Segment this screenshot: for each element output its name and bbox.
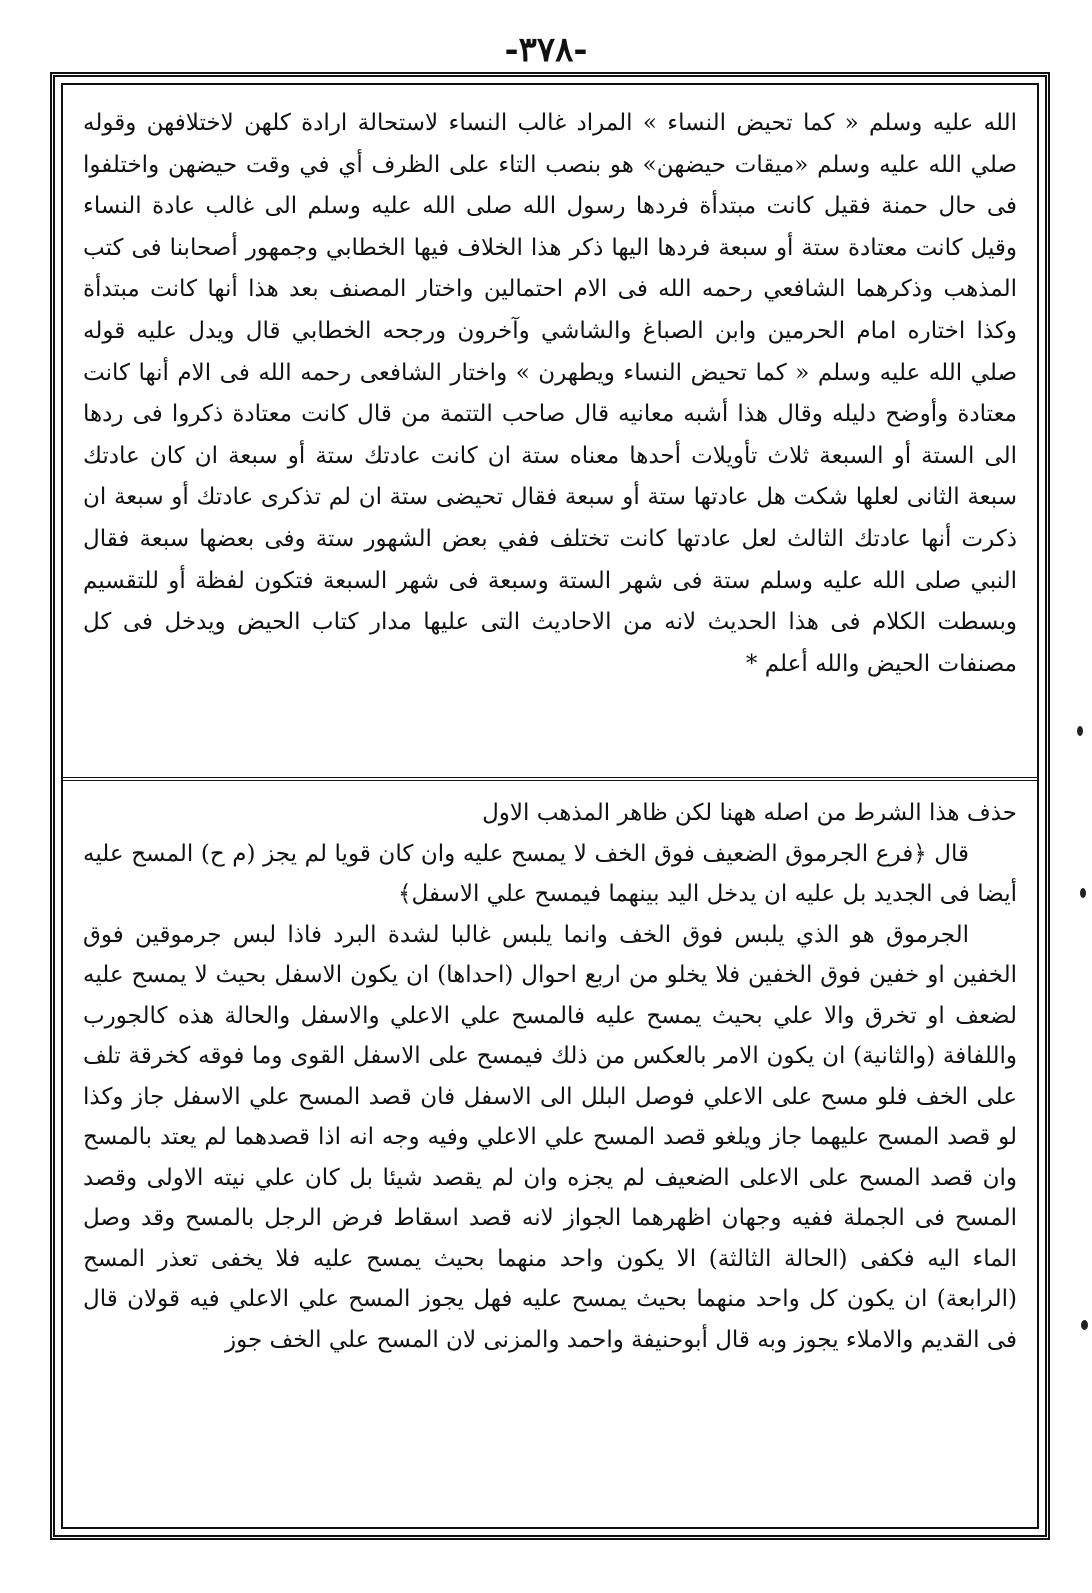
page-number: -٣٧٨- xyxy=(504,30,588,70)
margin-mark xyxy=(1080,888,1086,898)
main-text-section xyxy=(83,793,1017,1360)
commentary-paragraph: الله عليه وسلم « كما تحيض النساء » المراد غالب النساء لاستحالة ارادة كلهن لاختلافهن وقوله صلي الله عليه وسلم «ميقات حيضهن» هو بنصب التاء على الظرف أي في وقت حيضهن واختلفوا فى حال حمنة فقيل كانت مبتدأة فردها رسول الله صلى الله عليه وسلم الى غالب عادة النساء وقيل كانت معتادة ستة أو سبعة فردها اليها ذكر هذا الخلاف فيها الخطابي وجمهور أصحابنا فى كتب المذهب وذكرهما الشافعي رحمه الله فى الام احتمالين واختار المصنف بعد هذا أنها كانت مبتدأة وكذا اختاره امام الحرمين وابن الصباغ والشاشي وآخرون ورجحه الخطابي قال ويدل عليه قوله صلي الله عليه وسلم « كما تحيض النساء ويطهرن » واختار الشافعى رحمه الله فى الام أنها كانت معتادة وأوضح دليله وقال هذا أشبه معانيه قال صاحب التتمة من قال كانت معتادة ذكروا فى ردها الى الستة أو السبعة ثلاث تأويلات أحدها معناه ستة ان كانت عادتك ستة أو سبعة ان كان عادتك سبعة الثانى لعلها شكت هل عادتها ستة أو سبعة فقال تحيضى ستة ان لم تذكرى عادتك أو سبعة ان ذكرت أنها عادتك الثالث لعل عادتها كانت تختلف ففي بعض الشهور ستة وفى بعضها سبعة فقال النبي صلى الله عليه وسلم ستة فى شهر الستة وسبعة فى شهر السبعة فتكون لفظة أو للتقسيم وبسطت الكلام فى هذا الحديث لانه من الاحاديث التى عليها مدار كتاب الحيض ويدخل فى كل مصنفات الحيض والله أعلم * xyxy=(83,110,1017,677)
section-divider xyxy=(63,777,1037,781)
page-frame xyxy=(50,72,1050,1540)
main-paragraph-explanation: الجرموق هو الذي يلبس فوق الخف وانما يلبس غالبا لشدة البرد فاذا لبس جرموقين فوق الخفين او خفين فوق الخفين فلا يخلو من اربع احوال (احداها) ان يكون الاسفل بحيث لا يمسح عليه لضعف او تخرق والا علي بحيث يمسح عليه فالمسح علي الاعلي والاسفل والحالة هذه كالجورب واللفافة (والثانية) ان يكون الامر بالعكس من ذلك فيمسح على الاسفل القوى وما فوقه كخرقة تلف على الخف فلو مسح على الاعلي فوصل البلل الى الاسفل فان قصد المسح علي الاسفل جاز وكذا لو قصد المسح عليهما جاز ويلغو قصد المسح علي الاعلي وفيه وجه انه اذا قصدهما لم يعتد بالمسح وان قصد المسح على الاعلى الضعيف لم يجزه وان لم يقصد شيئا بل كان علي نيته الاولى وقصد المسح فى الجملة ففيه وجهان اظهرهما الجواز لانه قصد اسقاط فرض الرجل بالمسح وقد وصل الماء اليه فكفى (الحالة الثالثة) الا يكون واحد منهما بحيث يمسح عليه فلا يخفى تعذر المسح (الرابعة) ان يكون كل واحد منهما بحيث يمسح عليه فهل يجوز المسح علي الاعلي فيه قولان قال فى القديم والاملاء يجوز وبه قال أبوحنيفة واحمد والمزنى لان المسح علي الخف جوز xyxy=(83,921,1017,1353)
main-paragraph-rule: قال ﴿فرع الجرموق الضعيف فوق الخف لا يمسح عليه وان كان قويا لم يجز (م ح) المسح عليه أيضا فى الجديد بل عليه ان يدخل اليد بينهما فيمسح علي الاسفل﴾ xyxy=(83,840,1017,907)
margin-mark xyxy=(1081,1320,1088,1330)
margin-mark xyxy=(1077,726,1083,736)
main-paragraph-intro: حذف هذا الشرط من اصله ههنا لكن ظاهر المذهب الاول xyxy=(482,800,1017,826)
commentary-section xyxy=(83,103,1017,685)
